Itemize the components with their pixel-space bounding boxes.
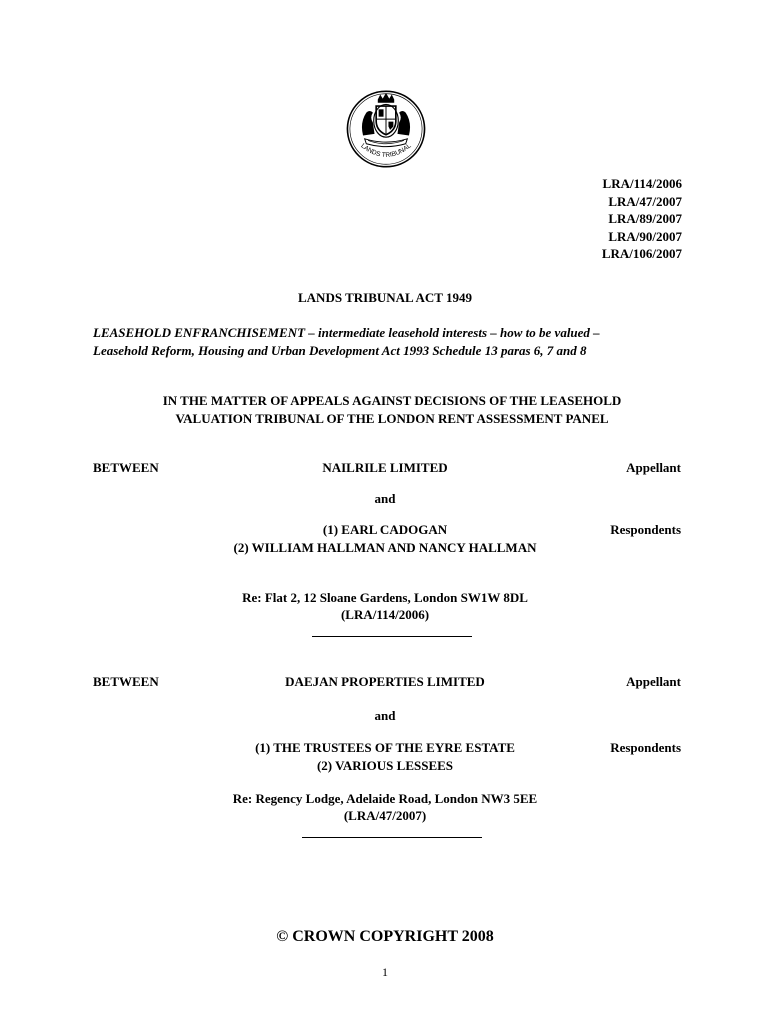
act-title: LANDS TRIBUNAL ACT 1949 (298, 290, 472, 305)
respondent-line: (1) THE TRUSTEES OF THE EYRE ESTATE (255, 740, 515, 755)
between-label: BETWEEN (93, 460, 159, 475)
respondent-role: Respondents (610, 522, 681, 537)
case-ref: LRA/106/2007 (601, 246, 682, 261)
respondent-line: (1) EARL CADOGAN (322, 522, 448, 537)
between-label: BETWEEN (93, 674, 159, 689)
case-references (602, 175, 682, 263)
case-ref: LRA/89/2007 (608, 211, 682, 226)
property-ref: (LRA/47/2007) (343, 808, 427, 823)
property-address: Re: Regency Lodge, Adelaide Road, London NW3 5EE (232, 791, 538, 806)
matter-heading (93, 392, 691, 428)
matter-line: IN THE MATTER OF APPEALS AGAINST DECISIONS OF THE LEASEHOLD (162, 393, 622, 408)
appellant-name: NAILRILE LIMITED (322, 460, 448, 475)
lands-tribunal-seal (345, 88, 427, 170)
property-ref: (LRA/114/2006) (340, 607, 430, 622)
svg-text:LANDS TRIBUNAL (359, 142, 412, 159)
property-address: Re: Flat 2, 12 Sloane Gardens, London SW1W 8DL (242, 590, 528, 605)
seal-text: LANDS TRIBUNAL (359, 142, 413, 159)
divider-rule (302, 837, 482, 838)
and-label: and (374, 708, 396, 723)
appellant-role: Appellant (626, 674, 681, 689)
case-ref: LRA/114/2006 (602, 176, 682, 191)
case-ref: LRA/90/2007 (608, 228, 682, 244)
subject-catchwords (93, 324, 693, 360)
case-ref: LRA/47/2007 (608, 193, 682, 209)
appellant-name: DAEJAN PROPERTIES LIMITED (285, 674, 485, 689)
divider-rule (312, 636, 472, 637)
respondent-line: (2) WILLIAM HALLMAN AND NANCY HALLMAN (233, 540, 537, 555)
subject-line: LEASEHOLD ENFRANCHISEMENT – intermediate leasehold interests – how to be valued – (93, 325, 600, 340)
subject-line: Leasehold Reform, Housing and Urban Development Act 1993 Schedule 13 paras 6, 7 and 8 (93, 343, 587, 358)
respondent-role: Respondents (610, 740, 681, 755)
page-number: 1 (382, 965, 388, 979)
appellant-role: Appellant (626, 460, 681, 475)
and-label: and (374, 491, 396, 506)
respondent-line: (2) VARIOUS LESSEES (316, 758, 454, 773)
matter-line: VALUATION TRIBUNAL OF THE LONDON RENT ASSESSMENT PANEL (175, 411, 609, 426)
copyright-notice: © CROWN COPYRIGHT 2008 (276, 928, 494, 945)
